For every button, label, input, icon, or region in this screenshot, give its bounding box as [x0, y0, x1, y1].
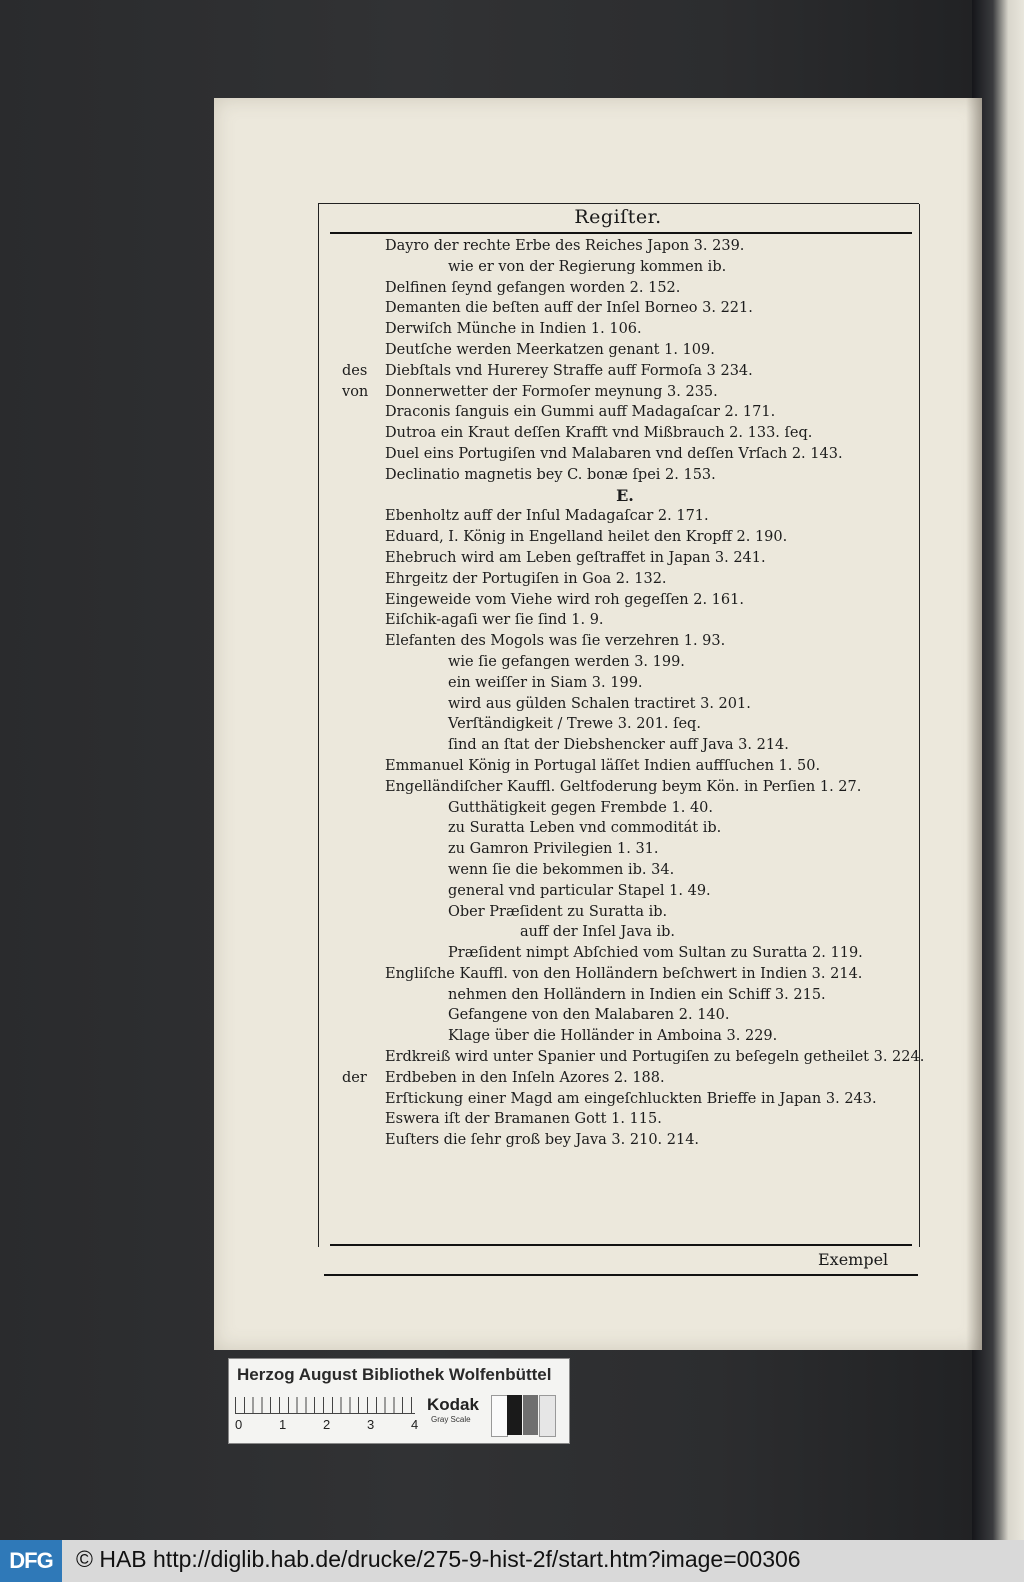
- entry-text: Dutroa ein Kraut deſſen Krafft vnd Mißbrauch 2. 133. ſeq.: [385, 425, 813, 442]
- swatch-white: [491, 1395, 508, 1437]
- entry-text: Demanten die beſten auff der Inſel Borneo 3. 221.: [385, 300, 753, 317]
- register-entry: [330, 382, 920, 403]
- register-entry: [330, 839, 920, 860]
- register-entry: [330, 423, 920, 444]
- entry-text: auff der Inſel Java ib.: [520, 924, 675, 941]
- register-entry: [330, 777, 920, 798]
- register-entry: [330, 590, 920, 611]
- register-entry: [330, 902, 920, 923]
- register-entry: [330, 673, 920, 694]
- register-entry: [330, 569, 920, 590]
- entry-text: ein weiſſer in Siam 3. 199.: [448, 674, 643, 691]
- entry-text: Ober Præſident zu Suratta ib.: [448, 903, 668, 920]
- entry-text: Eduard, I. König in Engelland heilet den Kropff 2. 190.: [385, 529, 788, 546]
- gray-scale-label: Gray Scale: [431, 1415, 471, 1424]
- entry-text: Præſident nimpt Abſchied vom Sultan zu Suratta 2. 119.: [448, 945, 863, 962]
- register-entry: [330, 964, 920, 985]
- entry-text: wie er von der Regierung kommen ib.: [448, 258, 727, 275]
- register-entry: [330, 1026, 920, 1047]
- scale-number: 2: [323, 1417, 331, 1432]
- register-entry: [330, 506, 920, 527]
- register-entry: [330, 881, 920, 902]
- entry-text: Eingeweide vom Viehe wird roh gegeſſen 2. 161.: [385, 591, 744, 608]
- register-entry: [330, 465, 920, 486]
- register-entries: [330, 236, 925, 1151]
- entry-text: zu Suratta Leben vnd commoditát ib.: [448, 820, 722, 837]
- register-entry: [330, 714, 920, 735]
- entry-text: wenn ſie die bekommen ib. 34.: [448, 861, 675, 878]
- entry-text: Gefangene von den Malabaren 2. 140.: [448, 1007, 730, 1024]
- entry-text: Verſtändigkeit / Trewe 3. 201. ſeq.: [448, 716, 701, 733]
- entry-text: Erdkreiß wird unter Spanier und Portugiſen zu beſegeln getheilet 3. 224.: [385, 1049, 925, 1066]
- swatch-black: [507, 1395, 522, 1435]
- dfg-logo: DFG: [0, 1540, 62, 1582]
- scale-number: 0: [235, 1417, 243, 1432]
- page-gutter-shadow: [966, 98, 982, 1350]
- register-entry: [330, 631, 920, 652]
- entry-text: Declinatio magnetis bey C. bonæ ſpei 2. 153.: [385, 466, 716, 483]
- entry-prefix: der: [342, 1069, 367, 1086]
- entry-text: Donnerwetter der Formoſer meynung 3. 235.: [385, 383, 718, 400]
- kodak-label: Kodak: [427, 1395, 479, 1414]
- bottom-rule: [330, 1244, 912, 1246]
- page-header: Regiſter.: [574, 206, 662, 228]
- entry-prefix: des: [342, 362, 368, 379]
- scale-number: 3: [367, 1417, 375, 1432]
- entry-text: Erſtickung einer Magd am eingeſchluckten Brieffe in Japan 3. 243.: [385, 1090, 877, 1107]
- register-entry: [330, 735, 920, 756]
- entry-text: ſind an ſtat der Diebshencker auff Java 3. 214.: [448, 737, 789, 754]
- register-entry: [330, 236, 920, 257]
- register-entry: [330, 1130, 920, 1151]
- entry-text: Engelländiſcher Kauffl. Geltfoderung beym Kön. in Perſien 1. 27.: [385, 778, 862, 795]
- register-entry: [330, 319, 920, 340]
- footer-bar: [0, 1540, 1024, 1582]
- footer-credit-url[interactable]: © HAB http://diglib.hab.de/drucke/275-9-hist-2f/start.htm?image=00306: [76, 1546, 801, 1572]
- library-name: Herzog August Bibliothek Wolfenbüttel: [237, 1365, 552, 1384]
- entry-text: Derwiſch Münche in Indien 1. 106.: [385, 321, 642, 338]
- entry-text: Dayro der rechte Erbe des Reiches Japon 3. 239.: [385, 238, 745, 254]
- entry-text: Duel eins Portugiſen vnd Malabaren vnd deſſen Vrſach 2. 143.: [385, 445, 843, 462]
- entry-text: Diebſtals vnd Hurerey Straffe auff Formoſa 3 234.: [385, 362, 753, 379]
- entry-text: Eswera iſt der Bramanen Gott 1. 115.: [385, 1111, 662, 1128]
- register-entry: [330, 798, 920, 819]
- section-letter: [330, 486, 920, 507]
- register-entry: [330, 278, 920, 299]
- scale-number: 4: [411, 1417, 419, 1432]
- entry-text: Ehrgeitz der Portugiſen in Goa 2. 132.: [385, 570, 667, 587]
- register-entry: [330, 943, 920, 964]
- entry-text: Klage über die Holländer in Amboina 3. 229.: [448, 1028, 778, 1045]
- color-calibration-bar: [228, 1358, 570, 1444]
- entry-text: nehmen den Holländern in Indien ein Schiff 3. 215.: [448, 986, 826, 1003]
- register-entry: [330, 1068, 920, 1089]
- entry-text: Eiſchik-agaſi wer ſie ſind 1. 9.: [385, 612, 604, 629]
- swatch-light: [539, 1395, 556, 1437]
- entry-text: general vnd particular Stapel 1. 49.: [448, 882, 711, 899]
- register-entry: [330, 402, 920, 423]
- register-entry: [330, 756, 920, 777]
- register-entry: [330, 694, 920, 715]
- scale-ruler: [235, 1397, 415, 1414]
- register-entry: [330, 444, 920, 465]
- entry-text: Ebenholtz auff der Inſul Madagaſcar 2. 171.: [385, 508, 709, 525]
- register-entry: [330, 298, 920, 319]
- register-entry: [330, 548, 920, 569]
- entry-text: Emmanuel König in Portugal läſſet Indien auffſuchen 1. 50.: [385, 757, 821, 774]
- entry-text: E.: [616, 485, 634, 505]
- catchword: Exempel: [818, 1250, 889, 1269]
- register-entry: [330, 610, 920, 631]
- register-entry: [330, 1089, 920, 1110]
- register-entry: [330, 818, 920, 839]
- header-rule: [330, 232, 912, 234]
- entry-text: Erdbeben in den Inſeln Azores 2. 188.: [385, 1069, 665, 1086]
- entry-text: Euſters die ſehr groß bey Java 3. 210. 214.: [385, 1132, 700, 1149]
- register-entry: [330, 257, 920, 278]
- frame-bottom-rule: [324, 1274, 918, 1276]
- register-entry: [330, 340, 920, 361]
- register-entry: [330, 1005, 920, 1026]
- register-entry: [330, 860, 920, 881]
- entry-text: Gutthätigkeit gegen Frembde 1. 40.: [448, 799, 714, 816]
- entry-text: Delfinen ſeynd gefangen worden 2. 152.: [385, 279, 681, 296]
- register-entry: [330, 527, 920, 548]
- entry-text: Elefanten des Mogols was ſie verzehren 1. 93.: [385, 633, 726, 650]
- book-page: [214, 98, 982, 1350]
- entry-text: Engliſche Kauffl. von den Holländern beſchwert in Indien 3. 214.: [385, 965, 863, 982]
- entry-text: wird aus gülden Schalen tractiret 3. 201.: [448, 695, 751, 712]
- register-entry: [330, 985, 920, 1006]
- register-entry: [330, 361, 920, 382]
- register-entry: [330, 922, 920, 943]
- entry-text: zu Gamron Privilegien 1. 31.: [448, 841, 659, 858]
- register-entry: [330, 652, 920, 673]
- entry-text: Ehebruch wird am Leben geſtraffet in Japan 3. 241.: [385, 549, 766, 566]
- entry-text: Draconis ſanguis ein Gummi auff Madagaſcar 2. 171.: [385, 404, 776, 421]
- entry-text: wie ſie gefangen werden 3. 199.: [448, 653, 685, 670]
- entry-text: Deutſche werden Meerkatzen genant 1. 109.: [385, 341, 715, 358]
- swatch-gray: [523, 1395, 538, 1435]
- register-entry: [330, 1047, 925, 1068]
- entry-prefix: von: [342, 383, 369, 400]
- scale-number: 1: [279, 1417, 287, 1432]
- register-entry: [330, 1109, 920, 1130]
